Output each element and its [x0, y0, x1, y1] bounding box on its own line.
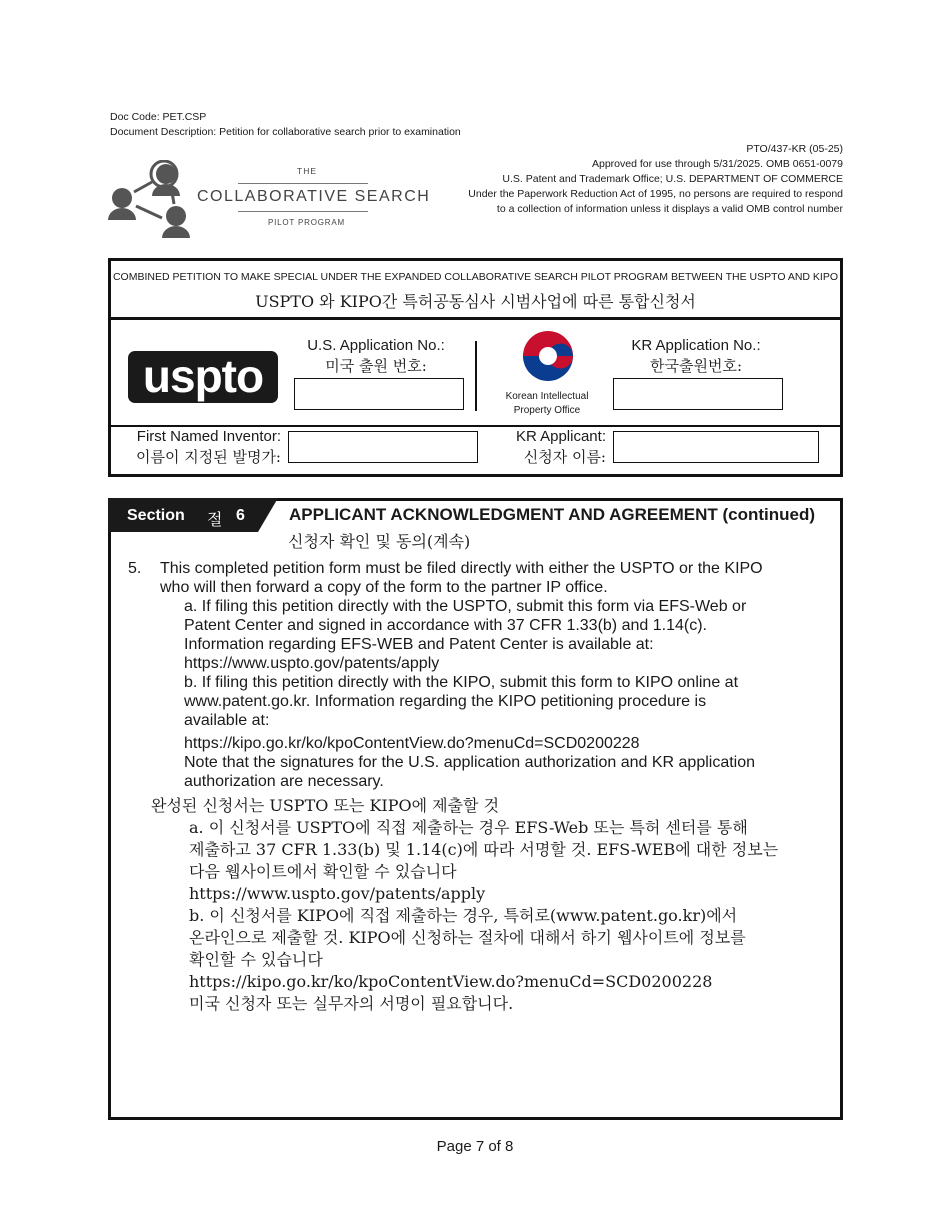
kr-application-field[interactable]: [613, 378, 783, 410]
uspto-apply-link[interactable]: https://www.uspto.gov/patents/apply: [184, 655, 440, 672]
text-line: Patent Center and signed in accordance with 37 CFR 1.33(b) and 1.14(c).: [184, 617, 707, 634]
petition-header-box: [108, 258, 843, 477]
section-heading: APPLICANT ACKNOWLEDGMENT AND AGREEMENT (continued): [289, 505, 816, 524]
petition-title-kr: USPTO 와 KIPO간 특허공동심사 시범사업에 따른 통합신청서: [255, 292, 696, 311]
us-application-label-en: U.S. Application No.:: [307, 337, 445, 354]
uspto-apply-link-kr[interactable]: https://www.uspto.gov/patents/apply: [189, 884, 486, 903]
text-line: b. If filing this petition directly with the KIPO, submit this form to KIPO online at: [184, 674, 739, 691]
paperwork-text-2: to a collection of information unless it displays a valid OMB control number: [496, 203, 843, 215]
kipo-name-line-1: Korean Intellectual: [505, 391, 589, 402]
paperwork-text-1: Under the Paperwork Reduction Act of 1995, no persons are required to respond: [468, 188, 843, 200]
text-line: 미국 신청자 또는 실무자의 서명이 필요합니다.: [189, 994, 514, 1013]
document-meta: [110, 110, 461, 140]
approval-text: Approved for use through 5/31/2025. OMB 0651-0079: [591, 158, 843, 170]
section-box: [108, 498, 843, 1120]
doc-description: Document Description: Petition for collaborative search prior to examination: [110, 126, 461, 138]
us-application-label-kr: 미국 출원 번호:: [325, 357, 427, 375]
section-heading-kr: 신청자 확인 및 동의(계속): [288, 532, 471, 551]
text-line: This completed petition form must be filed directly with either the USPTO or the KIPO: [160, 560, 763, 577]
applicant-label-kr: 신청자 이름:: [523, 448, 606, 466]
kr-application-label: [616, 336, 776, 376]
petition-title-en: COMBINED PETITION TO MAKE SPECIAL UNDER THE EXPANDED COLLABORATIVE SEARCH PILOT PROGRAM BETWEEN THE USPTO AND KIPO: [112, 271, 839, 283]
uspto-logo: uspto: [128, 351, 278, 403]
inventor-label-en: First Named Inventor:: [136, 428, 281, 445]
omb-notice: [383, 142, 843, 217]
kipo-link-kr[interactable]: https://kipo.go.kr/ko/kpoContentView.do?menuCd=SCD0200228: [189, 972, 713, 991]
applicant-label: [491, 427, 606, 467]
text-line: Note that the signatures for the U.S. application authorization and KR application: [184, 754, 756, 771]
logo-title: COLLABORATIVE SEARCH: [197, 188, 431, 205]
english-instructions: [160, 559, 840, 791]
kr-application-label-kr: 한국출원번호:: [650, 357, 742, 375]
kipo-name: [491, 390, 603, 418]
text-line: authorization are necessary.: [184, 773, 384, 790]
applicant-field[interactable]: [613, 431, 819, 463]
petition-title: [111, 261, 840, 320]
kipo-link[interactable]: https://kipo.go.kr/ko/kpoContentView.do?menuCd=SCD0200228: [184, 735, 640, 752]
form-number: PTO/437-KR (05-25): [746, 143, 843, 155]
inventor-field[interactable]: [288, 431, 478, 463]
office-text: U.S. Patent and Trademark Office; U.S. DEPARTMENT OF COMMERCE: [502, 173, 843, 185]
logo-the: THE: [297, 166, 317, 176]
korean-instructions: [151, 795, 841, 1015]
section-tab-label-kr: 절: [207, 510, 223, 529]
item-number: 5.: [128, 560, 142, 577]
logo-subtitle: PILOT PROGRAM: [268, 218, 345, 227]
text-line: 확인할 수 있습니다: [189, 950, 323, 969]
inventor-label: [111, 427, 281, 467]
logo-divider: [238, 183, 368, 184]
kr-application-label-en: KR Application No.:: [631, 337, 761, 354]
text-line: 완성된 신청서는 USPTO 또는 KIPO에 제출할 것: [151, 796, 500, 815]
applicant-label-en: KR Applicant:: [515, 428, 606, 445]
section-number: 6: [236, 507, 245, 524]
section-tab-label: Section: [127, 507, 185, 524]
text-line: www.patent.go.kr. Information regarding the KIPO petitioning procedure is: [184, 693, 707, 710]
field-divider: [475, 341, 477, 411]
text-line: 제출하고 37 CFR 1.33(b) 및 1.14(c)에 따라 서명할 것. EFS-WEB에 대한 정보는: [189, 840, 779, 859]
logo-divider: [238, 211, 368, 212]
us-application-field[interactable]: [294, 378, 464, 410]
text-line: who will then forward a copy of the form to the partner IP office.: [160, 579, 608, 596]
text-line: a. If filing this petition directly with the USPTO, submit this form via EFS-Web or: [184, 598, 747, 615]
text-line: 온라인으로 제출할 것. KIPO에 신청하는 절차에 대해서 하기 웹사이트에 정보를: [189, 928, 746, 947]
text-line: available at:: [184, 712, 270, 729]
kipo-emblem-icon: [521, 329, 575, 383]
page-number: Page 7 of 8: [436, 1138, 514, 1155]
text-line: 다음 웹사이트에서 확인할 수 있습니다: [189, 862, 457, 881]
inventor-label-kr: 이름이 지정된 발명가:: [135, 448, 281, 466]
text-line: a. 이 신청서를 USPTO에 직접 제출하는 경우 EFS-Web 또는 특허 센터를 통해: [189, 818, 748, 837]
doc-code: Doc Code: PET.CSP: [110, 111, 207, 123]
text-line: Information regarding EFS-WEB and Patent Center is available at:: [184, 636, 654, 653]
kipo-name-line-2: Property Office: [513, 405, 581, 416]
us-application-label: [296, 336, 456, 376]
collaboration-people-icon: [104, 160, 196, 240]
text-line: b. 이 신청서를 KIPO에 직접 제출하는 경우, 특허로(www.patent.go.kr)에서: [189, 906, 738, 925]
